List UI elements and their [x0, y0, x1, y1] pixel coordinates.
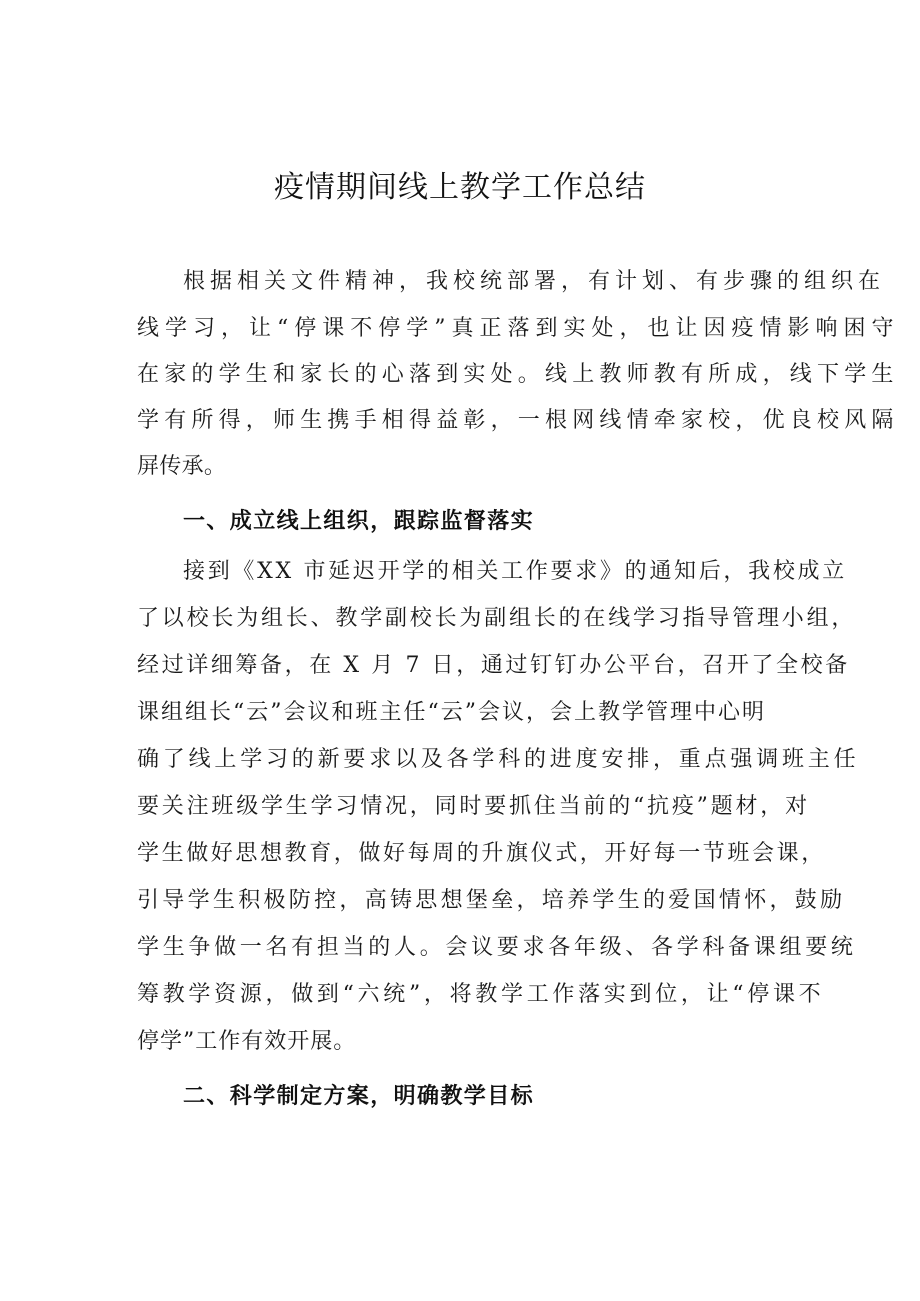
paragraph-line: 线学习，让“停课不停学”真正落到实处，也让因疫情影响困守	[137, 316, 900, 341]
paragraph-line: 屏传承。	[137, 454, 227, 479]
paragraph-line: 确了线上学习的新要求以及各学科的进度安排，重点强调班主任	[137, 747, 860, 772]
paragraph-line: 在家的学生和家长的心落到实处。线上教师教有所成，线下学生	[137, 362, 899, 387]
document-title: 疫情期间线上教学工作总结	[274, 170, 646, 205]
paragraph-line: 筹教学资源，做到“六统”，将教学工作落实到位，让“停课不	[137, 982, 825, 1007]
section-heading-1: 一、成立线上组织，跟踪监督落实	[183, 509, 535, 534]
paragraph-line: 学生做好思想教育，做好每周的升旗仪式，开好每一节班会课，	[137, 841, 826, 866]
paragraph-line: 经过详细筹备，在 X 月 7 日，通过钉钉办公平台，召开了全校备	[137, 653, 850, 678]
paragraph-line: 学有所得，师生携手相得益彰，一根网线情牵家校，优良校风隔	[137, 408, 899, 433]
paragraph-line: 要关注班级学生学习情况，同时要抓住当前的“抗疫”题材，对	[137, 794, 810, 819]
paragraph-line: 停学”工作有效开展。	[137, 1029, 357, 1054]
paragraph-line: 根据相关文件精神，我校统部署，有计划、有步骤的组织在	[183, 269, 886, 294]
paragraph-line: 接到《XX 市延迟开学的相关工作要求》的通知后，我校成立	[183, 559, 847, 584]
paragraph-line: 学生争做一名有担当的人。会议要求各年级、各学科备课组要统	[137, 935, 857, 960]
paragraph-line: 引导学生积极防控，高铸思想堡垒，培养学生的爱国情怀，鼓励	[137, 888, 846, 913]
section-heading-2: 二、科学制定方案，明确教学目标	[183, 1084, 535, 1109]
paragraph-line: 课组组长“云”会议和班主任“云”会议，会上教学管理中心明	[137, 700, 766, 725]
paragraph-line: 了以校长为组长、教学副校长为副组长的在线学习指导管理小组，	[137, 606, 857, 631]
